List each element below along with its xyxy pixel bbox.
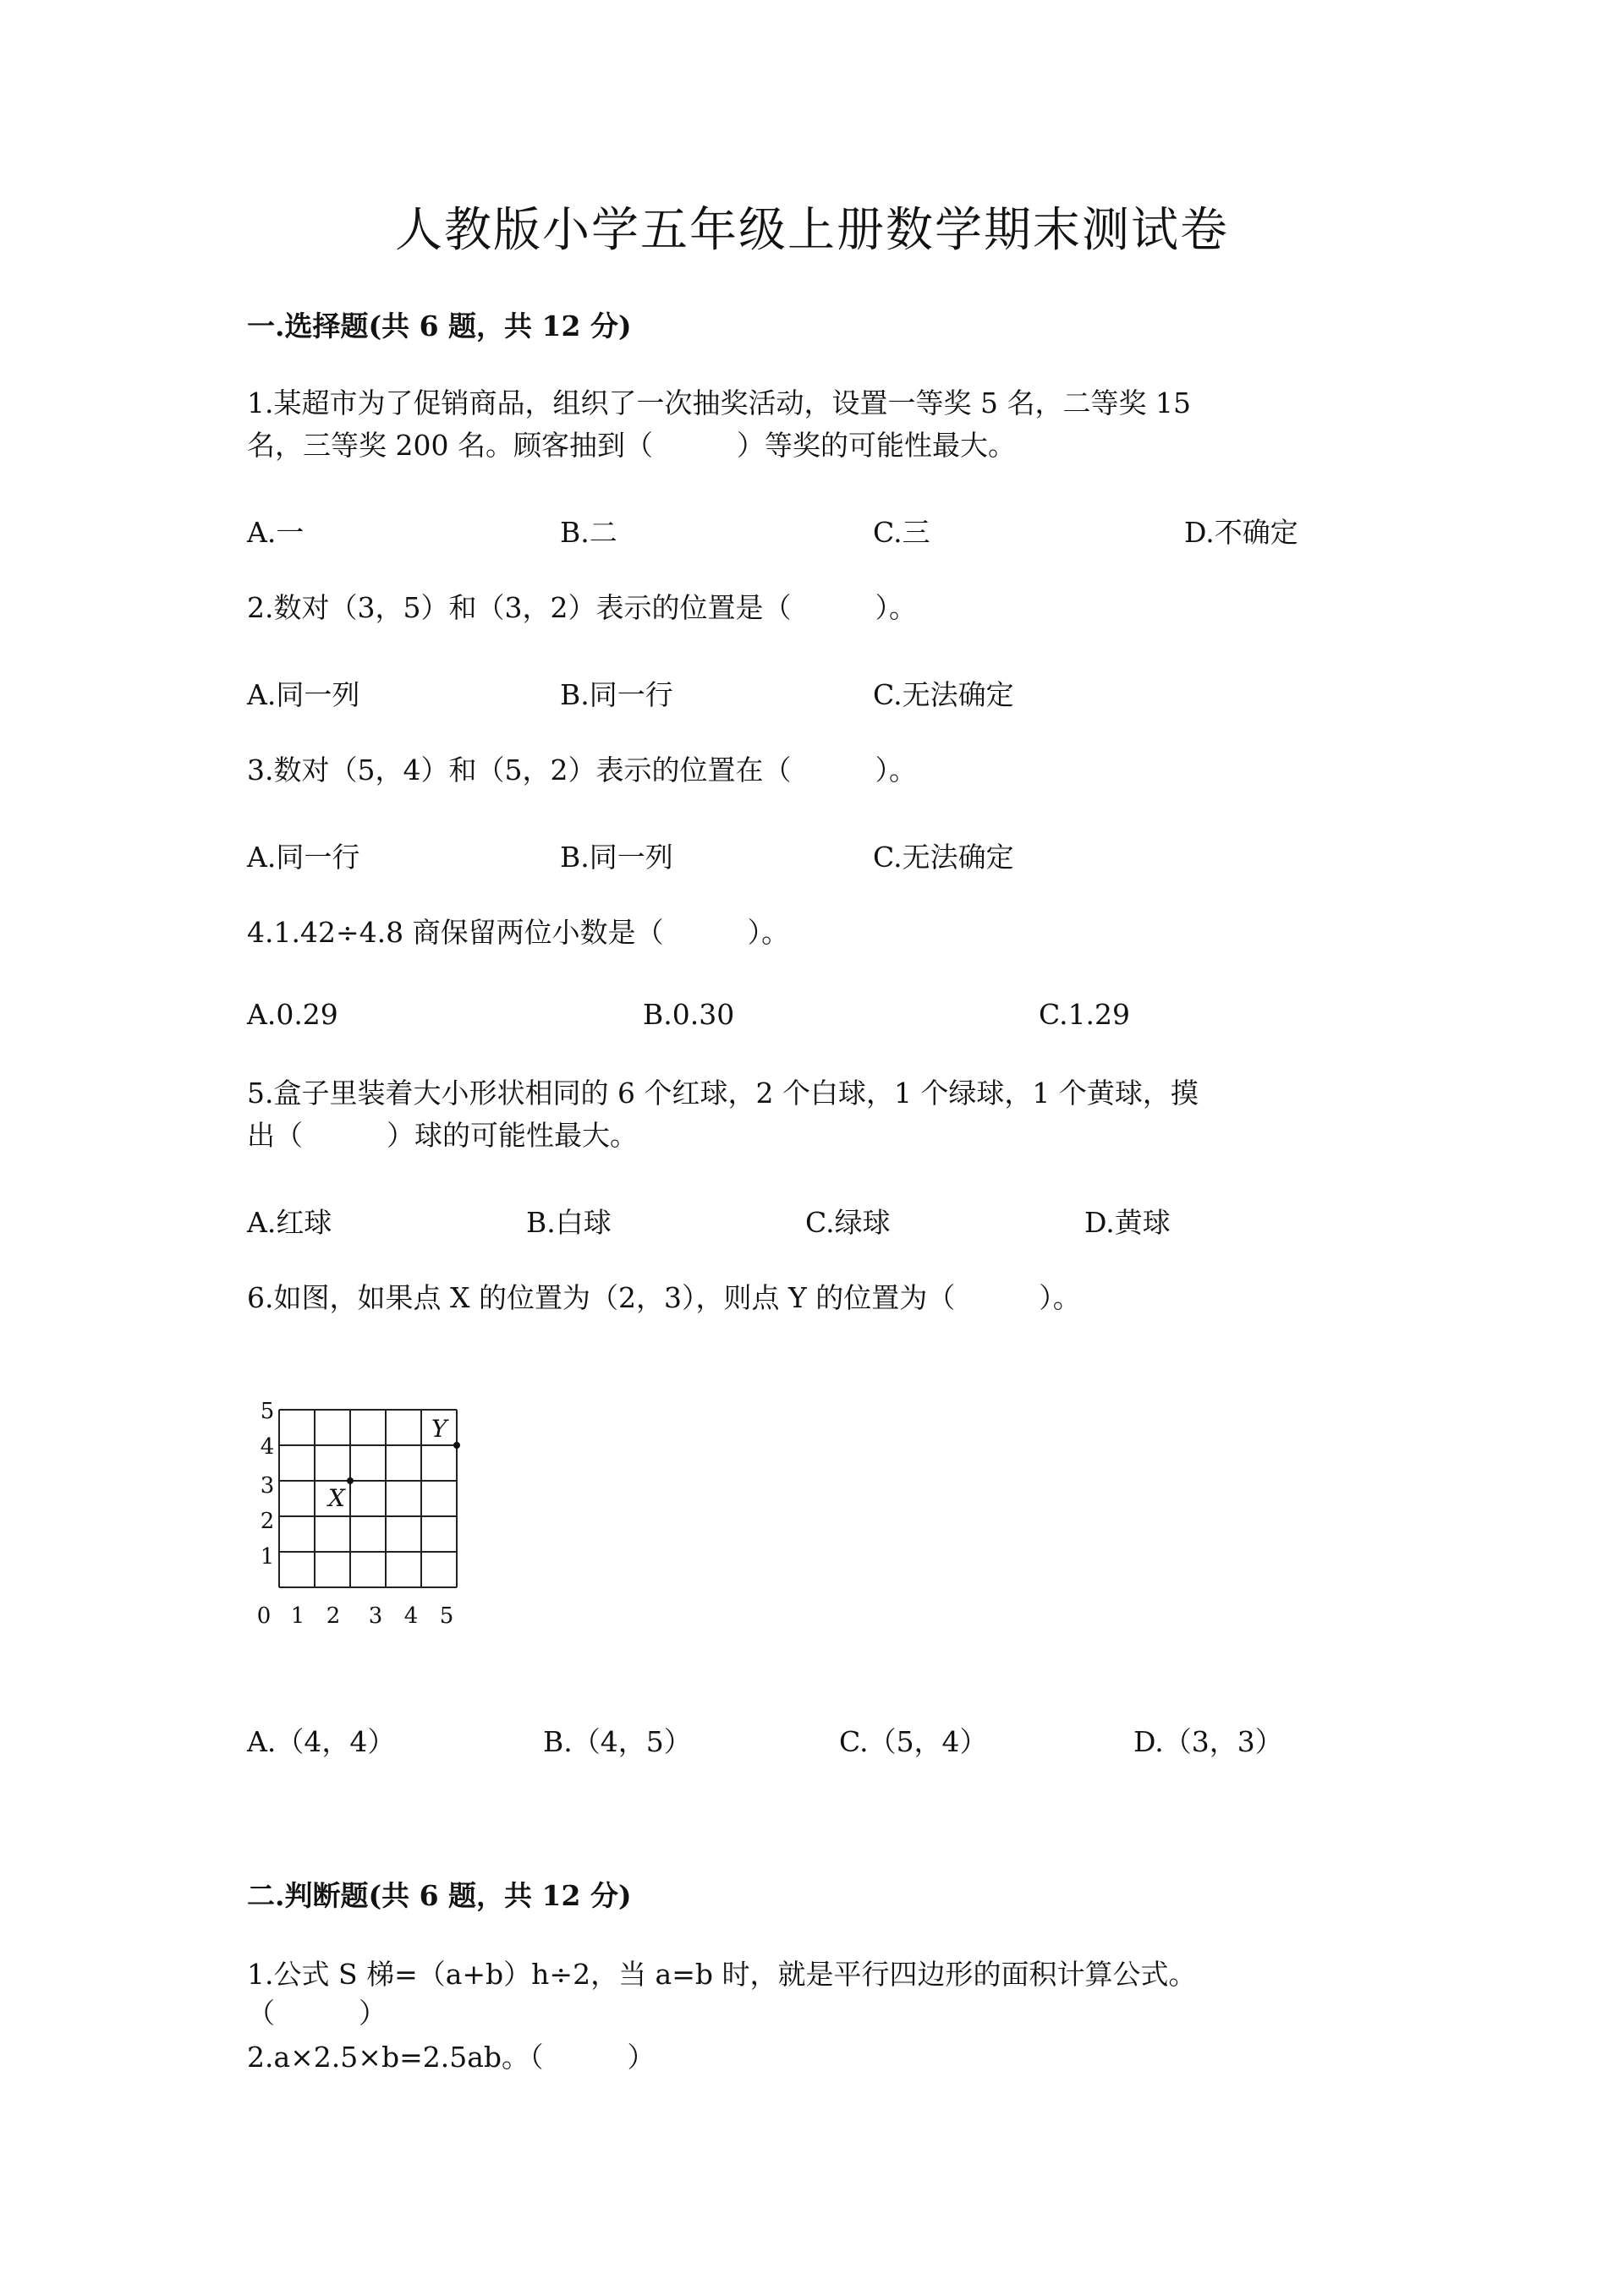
q6-option-c[interactable]: C.（5，4） <box>839 1725 988 1758</box>
question-1-line-1: 1.某超市为了促销商品，组织了一次抽奖活动，设置一等奖 5 名，二等奖 15 <box>247 386 1191 419</box>
question-3-line-1: 3.数对（5，4）和（5，2）表示的位置在（ ）。 <box>247 753 917 786</box>
q5-option-b[interactable]: B.白球 <box>526 1206 612 1239</box>
question-5-line-1: 5.盒子里装着大小形状相同的 6 个红球，2 个白球，1 个绿球，1 个黄球，摸 <box>247 1077 1199 1110</box>
q2-option-c[interactable]: C.无法确定 <box>873 678 1014 711</box>
q1-option-a[interactable]: A.一 <box>247 516 304 549</box>
q3-option-c[interactable]: C.无法确定 <box>873 841 1014 874</box>
q6-option-d[interactable]: D.（3，3） <box>1133 1725 1283 1758</box>
point-x-marker <box>347 1477 354 1484</box>
coordinate-grid-figure <box>254 1400 482 1628</box>
q5-option-a[interactable]: A.红球 <box>247 1206 332 1239</box>
q6-option-b[interactable]: B.（4，5） <box>543 1725 692 1758</box>
point-y-label: Y <box>431 1415 447 1443</box>
y-tick-2: 2 <box>260 1509 275 1534</box>
q2-option-b[interactable]: B.同一行 <box>560 678 673 711</box>
q4-option-b[interactable]: B.0.30 <box>643 998 735 1031</box>
q6-option-a[interactable]: A.（4，4） <box>247 1725 396 1758</box>
y-tick-1: 1 <box>260 1544 275 1570</box>
q4-option-a[interactable]: A.0.29 <box>247 998 338 1031</box>
y-tick-5: 5 <box>260 1400 275 1424</box>
page-title: 人教版小学五年级上册数学期末测试卷 <box>395 203 1229 258</box>
judgment-1-line-2: （ ） <box>247 1997 387 2030</box>
section-header-judgment: 二.判断题(共 6 题，共 12 分) <box>247 1879 632 1912</box>
q1-option-c[interactable]: C.三 <box>873 516 930 549</box>
x-tick-5: 5 <box>439 1603 454 1628</box>
judgment-1-line-1: 1.公式 S 梯=（a+b）h÷2，当 a=b 时，就是平行四边形的面积计算公式。 <box>247 1958 1197 1991</box>
x-tick-0: 0 <box>256 1603 272 1628</box>
q3-option-a[interactable]: A.同一行 <box>247 841 360 874</box>
q1-option-b[interactable]: B.二 <box>560 516 617 549</box>
grid-lines <box>279 1410 457 1587</box>
x-tick-1: 1 <box>290 1603 305 1628</box>
point-x-label: X <box>328 1484 345 1512</box>
q2-option-a[interactable]: A.同一列 <box>247 678 360 711</box>
point-y-marker <box>453 1442 460 1449</box>
y-tick-3: 3 <box>260 1473 275 1499</box>
q5-option-d[interactable]: D.黄球 <box>1084 1206 1171 1239</box>
q5-option-c[interactable]: C.绿球 <box>805 1206 891 1239</box>
x-tick-2: 2 <box>326 1603 341 1628</box>
judgment-2-line-1: 2.a×2.5×b=2.5ab。（ ） <box>247 2041 656 2074</box>
y-tick-4: 4 <box>260 1434 275 1460</box>
q1-option-d[interactable]: D.不确定 <box>1184 516 1298 549</box>
question-2-line-1: 2.数对（3，5）和（3，2）表示的位置是（ ）。 <box>247 591 917 624</box>
q3-option-b[interactable]: B.同一列 <box>560 841 673 874</box>
question-4-line-1: 4.1.42÷4.8 商保留两位小数是（ ）。 <box>247 916 790 949</box>
x-tick-4: 4 <box>403 1603 419 1628</box>
section-header-choice: 一.选择题(共 6 题，共 12 分) <box>247 310 632 342</box>
question-1-line-2: 名，三等奖 200 名。顾客抽到（ ）等奖的可能性最大。 <box>247 429 1016 462</box>
q4-option-c[interactable]: C.1.29 <box>1039 998 1131 1031</box>
x-tick-3: 3 <box>368 1603 383 1628</box>
question-5-line-2: 出（ ）球的可能性最大。 <box>247 1119 638 1152</box>
question-6-line-1: 6.如图，如果点 X 的位置为（2，3），则点 Y 的位置为（ ）。 <box>247 1281 1081 1314</box>
